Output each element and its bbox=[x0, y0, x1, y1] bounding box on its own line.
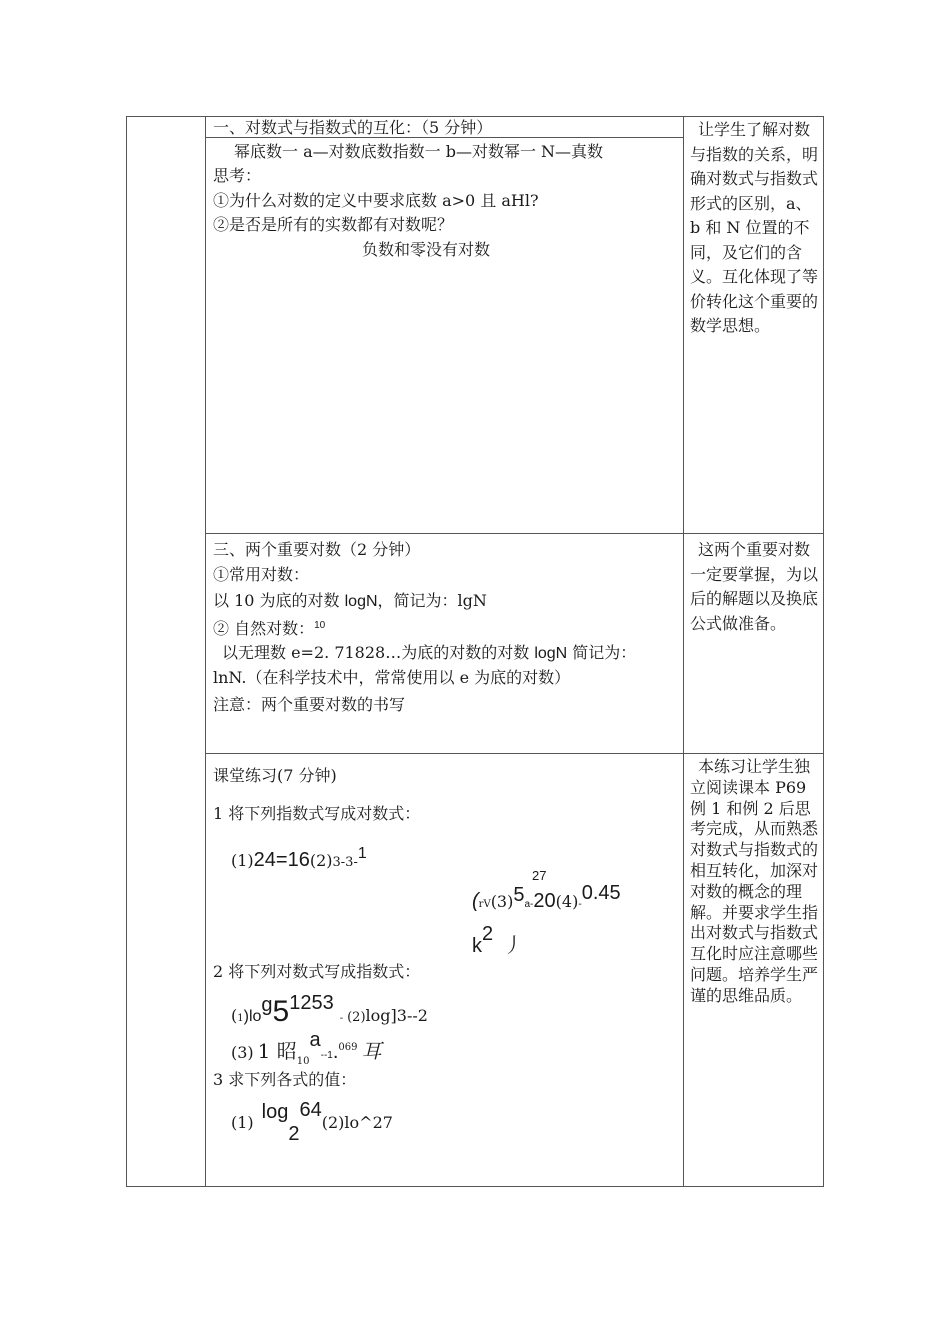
section2-line-3-part-1: ② 自然对数： bbox=[213, 619, 315, 638]
section2-line-1: ①常用对数： bbox=[213, 565, 310, 584]
exercise-2-label-2: (2) bbox=[347, 1010, 366, 1025]
section2-line-4-part-2: logN bbox=[534, 645, 568, 662]
exercise-2-neg: --1 bbox=[320, 1050, 333, 1061]
exercise-3-label-1: (1) bbox=[231, 1113, 254, 1132]
exercise-2-dash: - bbox=[339, 1013, 344, 1024]
exercise-3-log: log bbox=[261, 1101, 289, 1123]
exercise-2-1253: 1253 bbox=[289, 992, 334, 1014]
exercise-2-line-2 bbox=[231, 1030, 382, 1072]
exercise-1-expr-k-sup: 2 bbox=[482, 923, 494, 945]
section1-line-4: ②是否是所有的实数都有对数呢？ bbox=[213, 215, 454, 234]
section1-line-2: 思考： bbox=[213, 166, 262, 185]
section2-line-2-part-2: logN bbox=[344, 593, 378, 610]
exercise-1-expr-4-value: 0.45 bbox=[581, 882, 621, 904]
exercise-1-label-1: (1) bbox=[231, 851, 254, 870]
exercise-2-label-3: (3) bbox=[231, 1043, 254, 1062]
section2-line-4 bbox=[222, 643, 636, 664]
section2-line-2-part-1: 以 10 为底的对数 bbox=[213, 591, 345, 610]
exercise-1-paren: ( bbox=[472, 890, 479, 912]
section2-line-5: lnN.（在科学技术中，常常使用以 e 为底的对数） bbox=[213, 668, 571, 687]
exercise-2-ear: 耳 bbox=[361, 1039, 382, 1063]
exercise-2-lo: )lo bbox=[243, 1008, 262, 1025]
exercise-1-expr-3-base: 5 bbox=[513, 884, 525, 906]
exercise-1-label-2: (2) bbox=[309, 851, 333, 870]
section2-line-4-part-1: 以无理数 e=2. 71828…为底的对数的对数 bbox=[222, 643, 535, 662]
section2-line-6: 注意：两个重要对数的书写 bbox=[213, 695, 406, 714]
exercise-1-prompt: 1 将下列指数式写成对数式： bbox=[213, 804, 421, 823]
section2-line-2 bbox=[213, 591, 487, 612]
exercise-2-069: 069 bbox=[338, 1042, 358, 1053]
section2-line-3-superscript: 10 bbox=[314, 620, 326, 631]
exercise-3-arg: 64 bbox=[299, 1099, 322, 1121]
exercise-1-rv: rV bbox=[478, 899, 491, 910]
exercise-1-label-3: (3) bbox=[490, 892, 514, 911]
section1-teaching-note: 让学生了解对数与指数的关系，明确对数式与指数式形式的区别，a、b 和 N 位置的不同，及它们的含义。互化体现了等价转化这个重要的数学思想。 bbox=[690, 120, 819, 335]
section1-line-5: 负数和零没有对数 bbox=[362, 240, 491, 259]
exercise-3-expr-2: (2)lo^27 bbox=[321, 1113, 393, 1132]
exercise-1-expr-3-value: 20 bbox=[533, 890, 556, 912]
exercise-2-g: g bbox=[261, 994, 273, 1016]
section3-heading: 课堂练习(7 分钟) bbox=[213, 766, 337, 785]
exercise-1-line-2 bbox=[472, 883, 621, 915]
section2-line-2-part-3: ，简记为：lgN bbox=[377, 591, 487, 610]
exercise-2-a: a bbox=[309, 1029, 321, 1051]
exercise-2-num-1: 1 bbox=[237, 1013, 244, 1024]
exercise-1-fraction-denominator: 27 bbox=[532, 868, 547, 883]
section1-line-1: 幂底数一 a—对数底数指数一 b—对数幂一 N—真数 bbox=[234, 142, 604, 161]
exercise-2-base-10: 10 bbox=[296, 1056, 310, 1067]
exercise-2-prompt: 2 将下列对数式写成指数式： bbox=[213, 962, 421, 981]
exercise-1-expr-3-a: a- bbox=[524, 899, 534, 910]
exercise-2-open: ( bbox=[231, 1006, 238, 1025]
exercise-2-expr-3: 1 昭 bbox=[257, 1039, 297, 1063]
section1-heading: 一、对数式与指数式的互化：（5 分钟） bbox=[213, 118, 493, 137]
exercise-2-five: 5 bbox=[272, 995, 290, 1028]
exercise-1-expr-1: 24=16 bbox=[253, 849, 310, 871]
section2-line-4-part-3: 简记为： bbox=[567, 643, 637, 662]
section2-teaching-note: 这两个重要对数一定要掌握，为以后的解题以及换底公式做准备。 bbox=[690, 540, 819, 633]
exercise-3-line-1 bbox=[231, 1100, 393, 1144]
exercise-2-line-1 bbox=[231, 993, 428, 1029]
exercise-2-expr-2: log]3--2 bbox=[365, 1006, 428, 1025]
exercise-3-prompt: 3 求下列各式的值： bbox=[213, 1070, 357, 1089]
section3-teaching-note: 本练习让学生独立阅读课本 P69 例 1 和例 2 后思考完成，从而熟悉对数式与指数式的相互转化，加深对对数的概念的理解。并要求学生指出对数式与指数式互化时应注意哪些问题。培养学生严谨的思维品质。 bbox=[690, 757, 819, 1005]
exercise-1-expr-4-minus: - bbox=[578, 899, 582, 910]
exercise-1-expr-2-sup: 1 bbox=[357, 845, 367, 862]
exercise-2-dot: . bbox=[332, 1041, 339, 1063]
exercise-3-base: 2 bbox=[288, 1123, 300, 1145]
exercise-1-expr-2: 3-3- bbox=[332, 855, 358, 870]
section2-heading: 三、两个重要对数（2 分钟） bbox=[213, 540, 421, 559]
exercise-1-line-1 bbox=[231, 844, 367, 873]
section2-line-3 bbox=[213, 616, 325, 639]
exercise-1-line-3 bbox=[472, 924, 523, 957]
exercise-1-label-4: (4) bbox=[555, 892, 579, 911]
section1-line-3: ①为什么对数的定义中要求底数 a>0 且 aHl? bbox=[213, 191, 539, 210]
exercise-1-close-paren: 丿 bbox=[503, 933, 524, 957]
exercise-1-expr-k: k bbox=[472, 935, 482, 957]
